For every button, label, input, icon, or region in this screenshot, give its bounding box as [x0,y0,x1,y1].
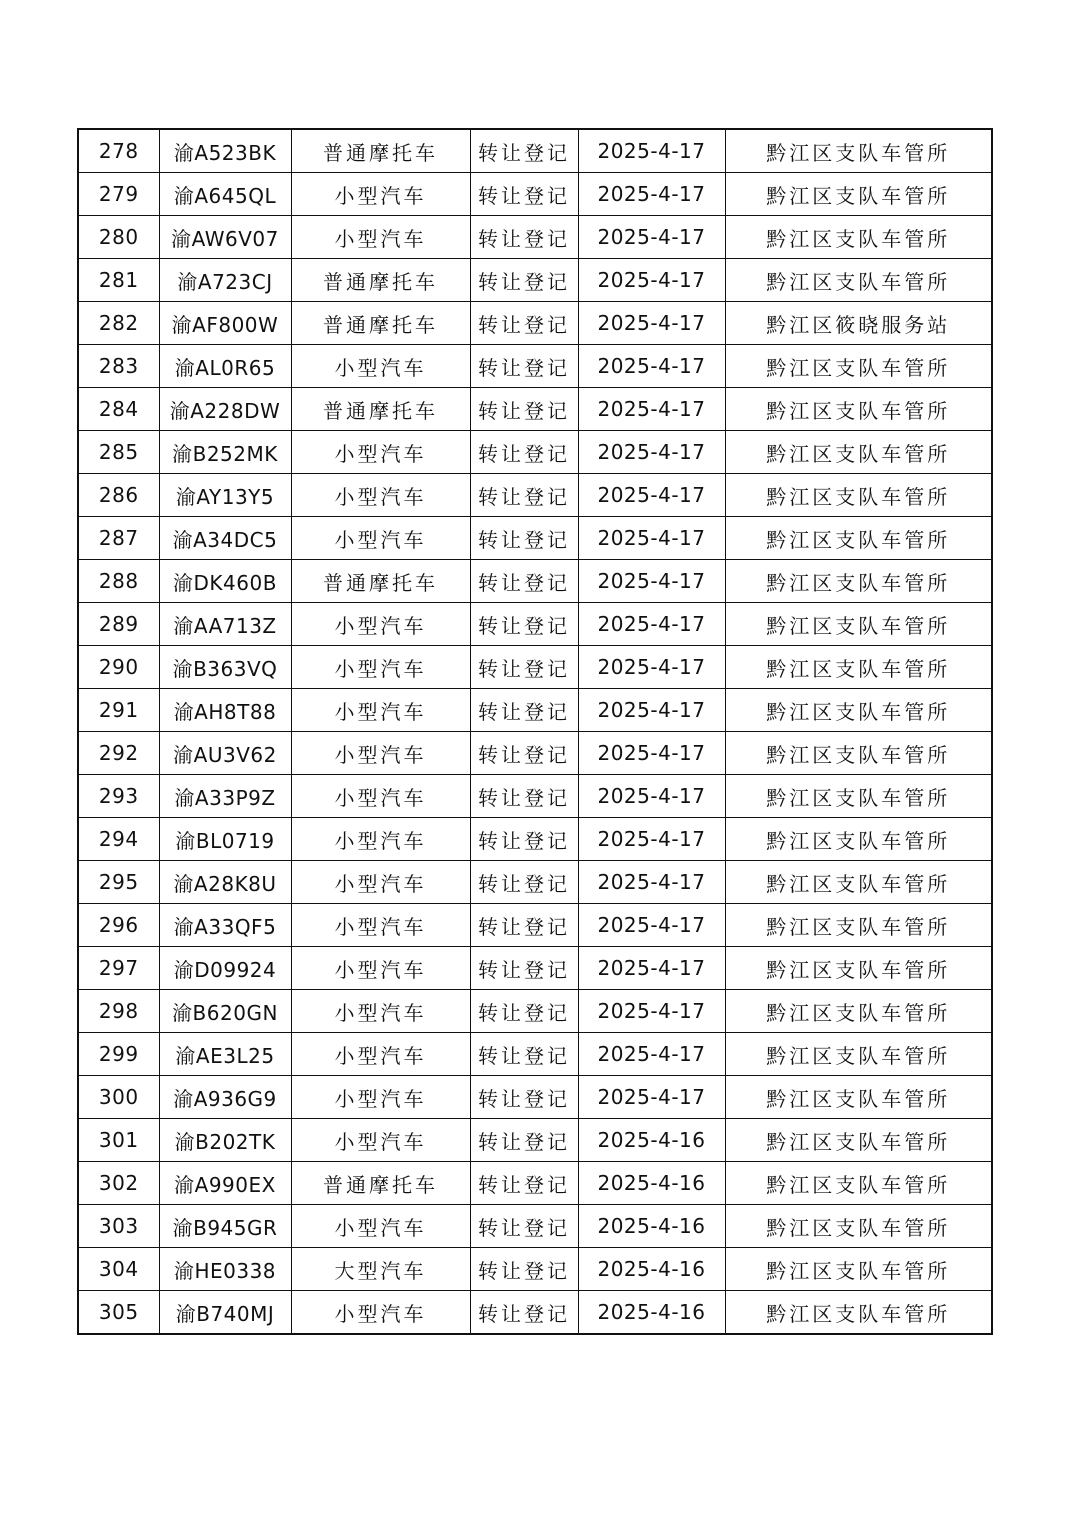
date-cell: 2025-4-17 [578,1033,725,1076]
plate-number-cell: 渝AF800W [159,302,291,345]
vehicle-type-cell: 小型汽车 [291,1291,470,1335]
office-cell: 黔江区支队车管所 [725,1248,992,1291]
plate-number-cell: 渝A523BK [159,129,291,173]
table-row [78,1248,992,1291]
plate-number-cell: 渝B202TK [159,1119,291,1162]
plate-number-cell: 渝D09924 [159,947,291,990]
business-type-cell: 转让登记 [470,1248,578,1291]
plate-number-cell: 渝AW6V07 [159,216,291,259]
table-row [78,603,992,646]
row-number-cell: 299 [78,1033,159,1076]
business-type-cell: 转让登记 [470,732,578,775]
vehicle-type-cell: 普通摩托车 [291,259,470,302]
plate-number-cell: 渝B620GN [159,990,291,1033]
date-cell: 2025-4-17 [578,345,725,388]
date-cell: 2025-4-17 [578,990,725,1033]
office-cell: 黔江区支队车管所 [725,732,992,775]
plate-number-cell: 渝AU3V62 [159,732,291,775]
row-number-cell: 288 [78,560,159,603]
office-cell: 黔江区支队车管所 [725,904,992,947]
business-type-cell: 转让登记 [470,861,578,904]
business-type-cell: 转让登记 [470,1033,578,1076]
plate-number-cell: 渝A936G9 [159,1076,291,1119]
table-row [78,345,992,388]
date-cell: 2025-4-17 [578,904,725,947]
row-number-cell: 304 [78,1248,159,1291]
row-number-cell: 305 [78,1291,159,1335]
date-cell: 2025-4-17 [578,861,725,904]
table-row [78,388,992,431]
vehicle-type-cell: 小型汽车 [291,474,470,517]
business-type-cell: 转让登记 [470,646,578,689]
plate-number-cell: 渝A33P9Z [159,775,291,818]
plate-number-cell: 渝B363VQ [159,646,291,689]
vehicle-type-cell: 小型汽车 [291,431,470,474]
row-number-cell: 281 [78,259,159,302]
plate-number-cell: 渝A645QL [159,173,291,216]
table-row [78,173,992,216]
office-cell: 黔江区支队车管所 [725,1076,992,1119]
office-cell: 黔江区筱晓服务站 [725,302,992,345]
table-row [78,1162,992,1205]
date-cell: 2025-4-17 [578,129,725,173]
plate-number-cell: 渝AE3L25 [159,1033,291,1076]
vehicle-type-cell: 小型汽车 [291,216,470,259]
date-cell: 2025-4-17 [578,388,725,431]
plate-number-cell: 渝B945GR [159,1205,291,1248]
table-row [78,689,992,732]
plate-number-cell: 渝A28K8U [159,861,291,904]
office-cell: 黔江区支队车管所 [725,1119,992,1162]
office-cell: 黔江区支队车管所 [725,431,992,474]
office-cell: 黔江区支队车管所 [725,517,992,560]
office-cell: 黔江区支队车管所 [725,947,992,990]
vehicle-type-cell: 普通摩托车 [291,302,470,345]
table-row [78,775,992,818]
row-number-cell: 302 [78,1162,159,1205]
table-row [78,1119,992,1162]
business-type-cell: 转让登记 [470,990,578,1033]
row-number-cell: 298 [78,990,159,1033]
date-cell: 2025-4-17 [578,560,725,603]
table-row [78,732,992,775]
office-cell: 黔江区支队车管所 [725,216,992,259]
table-row [78,129,992,173]
business-type-cell: 转让登记 [470,1205,578,1248]
plate-number-cell: 渝AL0R65 [159,345,291,388]
table-row [78,560,992,603]
date-cell: 2025-4-17 [578,947,725,990]
date-cell: 2025-4-17 [578,259,725,302]
plate-number-cell: 渝B740MJ [159,1291,291,1335]
vehicle-type-cell: 小型汽车 [291,904,470,947]
office-cell: 黔江区支队车管所 [725,1205,992,1248]
office-cell: 黔江区支队车管所 [725,173,992,216]
business-type-cell: 转让登记 [470,689,578,732]
row-number-cell: 295 [78,861,159,904]
vehicle-type-cell: 小型汽车 [291,947,470,990]
office-cell: 黔江区支队车管所 [725,861,992,904]
date-cell: 2025-4-16 [578,1119,725,1162]
table-row [78,818,992,861]
vehicle-type-cell: 小型汽车 [291,775,470,818]
table-row [78,216,992,259]
row-number-cell: 284 [78,388,159,431]
vehicle-type-cell: 普通摩托车 [291,560,470,603]
date-cell: 2025-4-17 [578,646,725,689]
date-cell: 2025-4-16 [578,1248,725,1291]
vehicle-type-cell: 小型汽车 [291,1205,470,1248]
plate-number-cell: 渝BL0719 [159,818,291,861]
business-type-cell: 转让登记 [470,517,578,560]
office-cell: 黔江区支队车管所 [725,1162,992,1205]
office-cell: 黔江区支队车管所 [725,474,992,517]
row-number-cell: 293 [78,775,159,818]
date-cell: 2025-4-17 [578,1076,725,1119]
vehicle-type-cell: 小型汽车 [291,603,470,646]
date-cell: 2025-4-16 [578,1291,725,1335]
business-type-cell: 转让登记 [470,904,578,947]
business-type-cell: 转让登记 [470,388,578,431]
row-number-cell: 290 [78,646,159,689]
row-number-cell: 287 [78,517,159,560]
row-number-cell: 300 [78,1076,159,1119]
table-row [78,646,992,689]
vehicle-type-cell: 小型汽车 [291,1076,470,1119]
business-type-cell: 转让登记 [470,1076,578,1119]
business-type-cell: 转让登记 [470,474,578,517]
row-number-cell: 280 [78,216,159,259]
office-cell: 黔江区支队车管所 [725,345,992,388]
business-type-cell: 转让登记 [470,560,578,603]
table-row [78,1291,992,1335]
vehicle-type-cell: 小型汽车 [291,517,470,560]
vehicle-type-cell: 小型汽车 [291,732,470,775]
table-row [78,1033,992,1076]
vehicle-type-cell: 小型汽车 [291,646,470,689]
plate-number-cell: 渝A228DW [159,388,291,431]
row-number-cell: 296 [78,904,159,947]
office-cell: 黔江区支队车管所 [725,129,992,173]
date-cell: 2025-4-16 [578,1205,725,1248]
office-cell: 黔江区支队车管所 [725,1291,992,1335]
vehicle-type-cell: 小型汽车 [291,818,470,861]
office-cell: 黔江区支队车管所 [725,388,992,431]
date-cell: 2025-4-17 [578,216,725,259]
plate-number-cell: 渝A990EX [159,1162,291,1205]
table-row [78,517,992,560]
date-cell: 2025-4-16 [578,1162,725,1205]
plate-number-cell: 渝HE0338 [159,1248,291,1291]
office-cell: 黔江区支队车管所 [725,1033,992,1076]
plate-number-cell: 渝AA713Z [159,603,291,646]
table-body [78,129,992,1334]
business-type-cell: 转让登记 [470,1291,578,1335]
row-number-cell: 303 [78,1205,159,1248]
plate-number-cell: 渝DK460B [159,560,291,603]
business-type-cell: 转让登记 [470,129,578,173]
business-type-cell: 转让登记 [470,775,578,818]
vehicle-type-cell: 小型汽车 [291,1033,470,1076]
plate-number-cell: 渝A723CJ [159,259,291,302]
office-cell: 黔江区支队车管所 [725,775,992,818]
date-cell: 2025-4-17 [578,173,725,216]
vehicle-type-cell: 小型汽车 [291,861,470,904]
row-number-cell: 301 [78,1119,159,1162]
plate-number-cell: 渝B252MK [159,431,291,474]
date-cell: 2025-4-17 [578,818,725,861]
plate-number-cell: 渝AY13Y5 [159,474,291,517]
vehicle-type-cell: 小型汽车 [291,173,470,216]
row-number-cell: 289 [78,603,159,646]
office-cell: 黔江区支队车管所 [725,259,992,302]
table-row [78,259,992,302]
business-type-cell: 转让登记 [470,345,578,388]
vehicle-type-cell: 小型汽车 [291,689,470,732]
vehicle-type-cell: 小型汽车 [291,1119,470,1162]
vehicle-type-cell: 普通摩托车 [291,1162,470,1205]
row-number-cell: 279 [78,173,159,216]
date-cell: 2025-4-17 [578,732,725,775]
table-row [78,947,992,990]
plate-number-cell: 渝A34DC5 [159,517,291,560]
row-number-cell: 292 [78,732,159,775]
business-type-cell: 转让登记 [470,1162,578,1205]
vehicle-type-cell: 大型汽车 [291,1248,470,1291]
business-type-cell: 转让登记 [470,947,578,990]
row-number-cell: 283 [78,345,159,388]
business-type-cell: 转让登记 [470,173,578,216]
table-row [78,431,992,474]
table-row [78,1076,992,1119]
date-cell: 2025-4-17 [578,603,725,646]
vehicle-type-cell: 普通摩托车 [291,129,470,173]
office-cell: 黔江区支队车管所 [725,990,992,1033]
date-cell: 2025-4-17 [578,775,725,818]
date-cell: 2025-4-17 [578,689,725,732]
table-row [78,302,992,345]
row-number-cell: 291 [78,689,159,732]
vehicle-registration-table [77,128,993,1335]
office-cell: 黔江区支队车管所 [725,646,992,689]
plate-number-cell: 渝AH8T88 [159,689,291,732]
vehicle-type-cell: 小型汽车 [291,345,470,388]
office-cell: 黔江区支队车管所 [725,689,992,732]
table-row [78,474,992,517]
plate-number-cell: 渝A33QF5 [159,904,291,947]
date-cell: 2025-4-17 [578,431,725,474]
date-cell: 2025-4-17 [578,517,725,560]
table-row [78,1205,992,1248]
business-type-cell: 转让登记 [470,259,578,302]
row-number-cell: 286 [78,474,159,517]
vehicle-type-cell: 普通摩托车 [291,388,470,431]
table-row [78,904,992,947]
business-type-cell: 转让登记 [470,431,578,474]
row-number-cell: 297 [78,947,159,990]
row-number-cell: 285 [78,431,159,474]
business-type-cell: 转让登记 [470,818,578,861]
business-type-cell: 转让登记 [470,216,578,259]
table-row [78,990,992,1033]
office-cell: 黔江区支队车管所 [725,560,992,603]
vehicle-type-cell: 小型汽车 [291,990,470,1033]
row-number-cell: 278 [78,129,159,173]
office-cell: 黔江区支队车管所 [725,818,992,861]
date-cell: 2025-4-17 [578,302,725,345]
row-number-cell: 282 [78,302,159,345]
business-type-cell: 转让登记 [470,302,578,345]
table-row [78,861,992,904]
office-cell: 黔江区支队车管所 [725,603,992,646]
row-number-cell: 294 [78,818,159,861]
business-type-cell: 转让登记 [470,603,578,646]
date-cell: 2025-4-17 [578,474,725,517]
business-type-cell: 转让登记 [470,1119,578,1162]
